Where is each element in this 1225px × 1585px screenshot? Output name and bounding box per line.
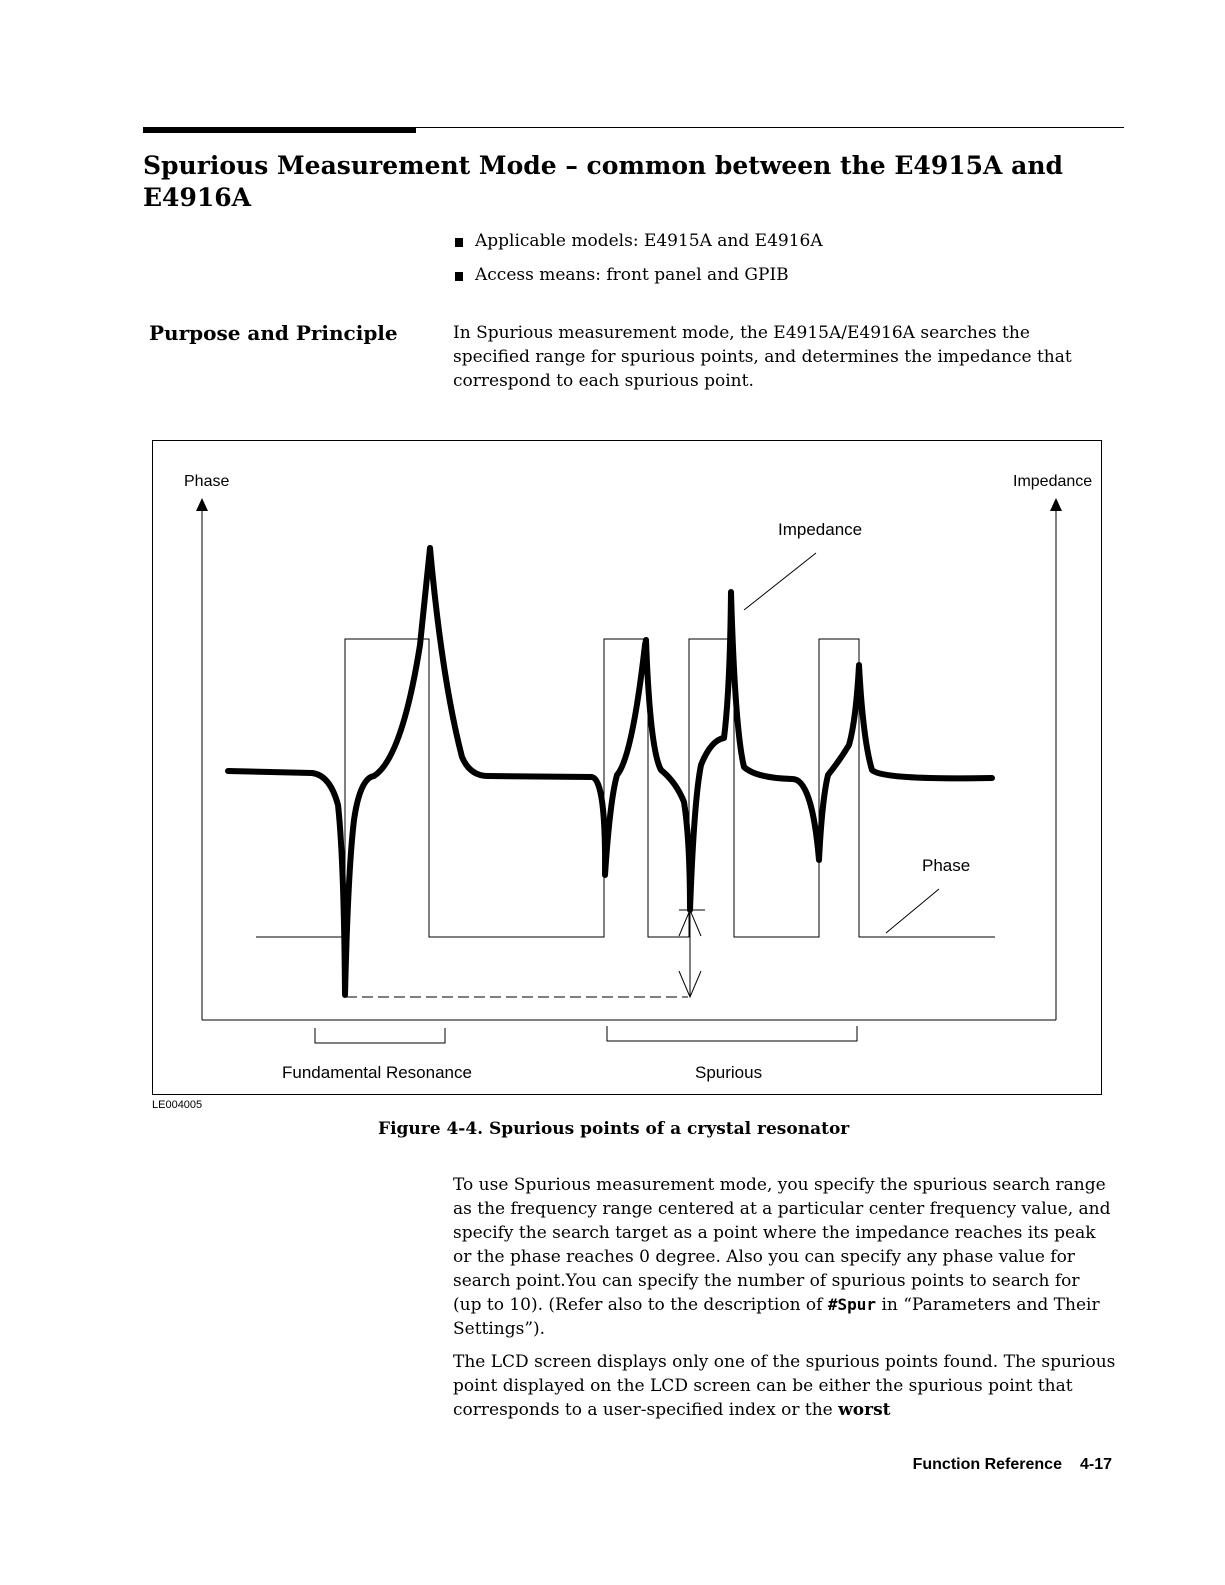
right-axis-arrow (1050, 498, 1062, 511)
figure-frame (153, 441, 1102, 1095)
section-heading: Purpose and Principle (149, 321, 398, 345)
phase-leader-line (886, 889, 939, 933)
left-axis-arrow (196, 498, 208, 511)
applicability-list (453, 230, 823, 298)
intro-paragraph: In Spurious measurement mode, the E4915A/E4916A searches the specified range for spurious points, and determines the impedance that correspond to each spurious point. (453, 323, 1072, 391)
right-axis-label: Impedance (1013, 473, 1093, 490)
page-footer (912, 1456, 1112, 1474)
body-text: The LCD screen displays only one of the spurious points found. The spurious point displayed on the LCD screen can be either the spurious point that corresponds to a user-specified index or the (453, 1352, 1116, 1420)
body-text: in “Parameters and Their Settings”). (453, 1295, 1100, 1339)
spurious-bracket (607, 1026, 857, 1041)
page-number: 4-17 (1079, 1456, 1112, 1473)
phase-curve (256, 639, 995, 937)
phase-callout-label: Phase (922, 856, 971, 875)
fundamental-bracket (315, 1028, 445, 1043)
impedance-curve (228, 548, 992, 995)
fundamental-label: Fundamental Resonance (282, 1063, 472, 1082)
page-heading: Spurious Measurement Mode – common between the E4915A and E4916A (143, 151, 1063, 212)
code-text: #Spur (827, 1295, 877, 1314)
figure-id: LE004005 (152, 1099, 203, 1111)
left-axis-label: Phase (184, 473, 230, 490)
list-item: Access means: front panel and GPIB (453, 264, 823, 298)
body-text: To use Spurious measurement mode, you specify the spurious search range as the frequency range centered at a particular center frequency value, and specify the search target as a point where the impedance reaches its peak or the phase reaches 0 degree. Also you can specify any phase value for search point.You can specify the number of spurious points to search for (up to 10). (Refer also to the description of (453, 1175, 1111, 1315)
figure-caption: Figure 4-4. Spurious points of a crystal resonator (378, 1119, 850, 1139)
emphasis-text: worst (838, 1400, 891, 1420)
impedance-callout-label: Impedance (778, 520, 863, 539)
header-rule-thin (143, 127, 1124, 128)
spurious-label: Spurious (695, 1063, 763, 1082)
footer-section: Function Reference (912, 1456, 1062, 1473)
impedance-leader-line (744, 553, 816, 610)
figure-diagram (152, 440, 1102, 1095)
spurious-figure (152, 440, 1102, 1095)
list-item: Applicable models: E4915A and E4916A (453, 230, 823, 264)
body-paragraph (453, 1350, 1123, 1422)
body-paragraph (453, 1173, 1113, 1341)
